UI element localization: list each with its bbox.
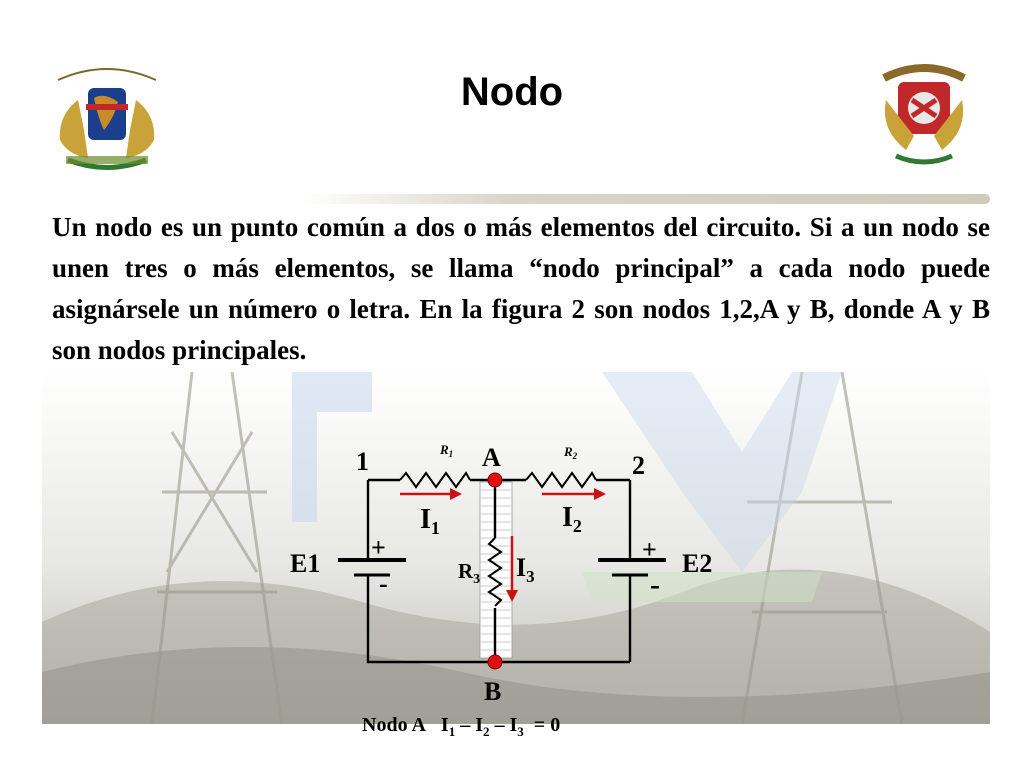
arrow-i1-head <box>450 488 462 500</box>
kirchhoff-equation: Nodo A $I_1 - I_2 - I_3 = 0$ <box>362 714 561 739</box>
e2-label: E2 <box>682 549 713 578</box>
circuit-diagram <box>280 430 740 700</box>
e1-plus-sign: + <box>371 533 386 562</box>
slide-title: Nodo <box>460 70 564 114</box>
r1-label: $R_1$ <box>440 442 454 459</box>
i2-label: $I_2$ <box>562 502 582 536</box>
resistor-r2 <box>526 473 596 487</box>
r3-label: $R_3$ <box>458 559 481 587</box>
equation-prefix: Nodo A <box>362 714 426 736</box>
e1-label: E1 <box>290 549 321 578</box>
e1-minus-sign: - <box>379 569 388 598</box>
node-1-label: 1 <box>356 447 369 476</box>
node-a-dot <box>488 473 502 487</box>
node-b-dot <box>488 655 502 669</box>
title-divider <box>300 194 990 204</box>
e2-plus-sign: + <box>642 535 657 564</box>
node-a-label: A <box>482 443 501 472</box>
i3-label: $I_3$ <box>516 553 535 586</box>
node-2-label: 2 <box>632 451 645 480</box>
i1-label: $I_1$ <box>420 504 440 538</box>
resistor-r1 <box>400 473 470 487</box>
node-definition-text: Un nodo es un punto común a dos o más elementos del circuito. Si a un nodo se unen tres o más elementos, se llama “nodo principal” a cada nodo puede asignársele un número o letra. En la figura 2 son nodos 1,2,A y B, donde A y B son nodos principales. <box>52 212 990 365</box>
e2-minus-sign: - <box>650 568 660 601</box>
node-b-label: B <box>484 677 502 700</box>
arrow-i2-head <box>594 488 606 500</box>
r2-label: $R_2$ <box>564 444 578 461</box>
